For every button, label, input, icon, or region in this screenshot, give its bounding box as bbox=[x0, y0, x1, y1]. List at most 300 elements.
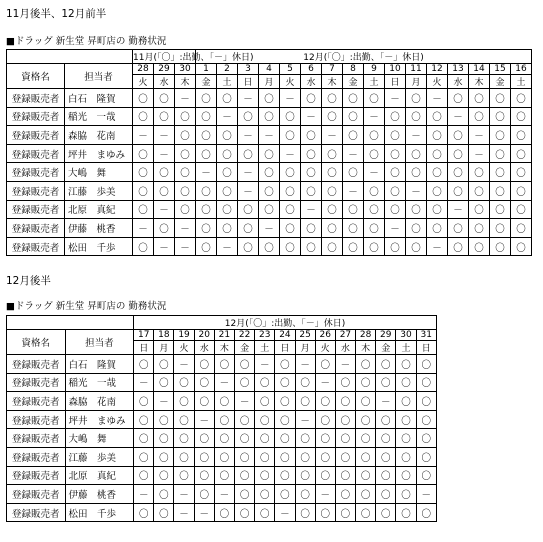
attendance-mark: 〇 bbox=[335, 392, 355, 411]
attendance-mark: 〇 bbox=[335, 447, 355, 466]
attendance-mark: 〇 bbox=[154, 410, 174, 429]
attendance-mark: 〇 bbox=[448, 126, 469, 145]
qualification-column-header: 資格名 bbox=[7, 64, 65, 89]
attendance-mark: 〇 bbox=[259, 181, 280, 200]
day-number: 29 bbox=[376, 330, 396, 341]
attendance-mark: 〇 bbox=[259, 144, 280, 163]
qualification-cell: 登録販売者 bbox=[7, 485, 66, 504]
attendance-mark: － bbox=[255, 355, 275, 374]
weekday-label: 金 bbox=[490, 75, 511, 89]
attendance-mark: － bbox=[280, 89, 301, 108]
attendance-mark: － bbox=[343, 181, 364, 200]
attendance-mark: － bbox=[315, 485, 335, 504]
attendance-mark: 〇 bbox=[214, 447, 234, 466]
weekday-label: 火 bbox=[174, 341, 194, 355]
attendance-mark: － bbox=[406, 126, 427, 145]
header-blank bbox=[7, 316, 134, 330]
attendance-mark: 〇 bbox=[234, 373, 254, 392]
schedule-table-2 bbox=[6, 315, 437, 522]
attendance-mark: 〇 bbox=[175, 200, 196, 219]
attendance-mark: 〇 bbox=[217, 181, 238, 200]
attendance-mark: 〇 bbox=[448, 89, 469, 108]
attendance-mark: 〇 bbox=[194, 355, 214, 374]
attendance-mark: 〇 bbox=[280, 107, 301, 126]
attendance-mark: 〇 bbox=[322, 144, 343, 163]
attendance-mark: 〇 bbox=[134, 447, 154, 466]
weekday-label: 土 bbox=[511, 75, 532, 89]
attendance-mark: 〇 bbox=[194, 447, 214, 466]
attendance-mark: 〇 bbox=[511, 107, 532, 126]
day-number: 19 bbox=[174, 330, 194, 341]
attendance-mark: 〇 bbox=[448, 163, 469, 182]
attendance-mark: － bbox=[238, 181, 259, 200]
attendance-mark: 〇 bbox=[490, 107, 511, 126]
qualification-cell: 登録販売者 bbox=[7, 410, 66, 429]
attendance-mark: 〇 bbox=[234, 466, 254, 485]
staff-name-cell: 坪井 まゆみ bbox=[65, 144, 133, 163]
attendance-mark: 〇 bbox=[255, 466, 275, 485]
weekday-label: 日 bbox=[238, 75, 259, 89]
weekday-label: 金 bbox=[343, 75, 364, 89]
day-number: 6 bbox=[301, 64, 322, 75]
attendance-mark: 〇 bbox=[134, 466, 154, 485]
staff-row bbox=[7, 144, 532, 163]
attendance-mark: 〇 bbox=[416, 466, 436, 485]
attendance-mark: 〇 bbox=[315, 392, 335, 411]
staff-row bbox=[7, 429, 437, 448]
attendance-mark: 〇 bbox=[301, 163, 322, 182]
attendance-mark: 〇 bbox=[376, 429, 396, 448]
day-number: 23 bbox=[255, 330, 275, 341]
attendance-mark: 〇 bbox=[343, 219, 364, 238]
staff-name-cell: 稲光 一哉 bbox=[65, 373, 134, 392]
attendance-mark: 〇 bbox=[490, 181, 511, 200]
attendance-mark: 〇 bbox=[385, 181, 406, 200]
qualification-cell: 登録販売者 bbox=[7, 144, 65, 163]
attendance-mark: 〇 bbox=[154, 485, 174, 504]
attendance-mark: － bbox=[364, 163, 385, 182]
attendance-mark: 〇 bbox=[343, 126, 364, 145]
attendance-mark: 〇 bbox=[427, 144, 448, 163]
attendance-mark: － bbox=[385, 219, 406, 238]
weekday-label: 土 bbox=[396, 341, 416, 355]
staff-name-cell: 大嶋 舞 bbox=[65, 429, 134, 448]
day-number: 1 bbox=[196, 64, 217, 75]
attendance-mark: 〇 bbox=[275, 447, 295, 466]
weekday-label: 日 bbox=[416, 341, 436, 355]
attendance-mark: 〇 bbox=[469, 200, 490, 219]
attendance-mark: 〇 bbox=[376, 503, 396, 522]
attendance-mark: 〇 bbox=[234, 410, 254, 429]
attendance-mark: 〇 bbox=[406, 144, 427, 163]
attendance-mark: 〇 bbox=[194, 392, 214, 411]
attendance-mark: 〇 bbox=[196, 219, 217, 238]
weekday-label: 月 bbox=[295, 341, 315, 355]
attendance-mark: 〇 bbox=[175, 144, 196, 163]
attendance-mark: 〇 bbox=[416, 355, 436, 374]
attendance-mark: － bbox=[174, 485, 194, 504]
attendance-mark: 〇 bbox=[385, 163, 406, 182]
attendance-mark: 〇 bbox=[315, 429, 335, 448]
attendance-mark: 〇 bbox=[214, 355, 234, 374]
attendance-mark: 〇 bbox=[356, 373, 376, 392]
attendance-mark: 〇 bbox=[301, 181, 322, 200]
weekday-label: 土 bbox=[217, 75, 238, 89]
attendance-mark: 〇 bbox=[280, 200, 301, 219]
attendance-mark: － bbox=[175, 237, 196, 256]
attendance-mark: 〇 bbox=[385, 200, 406, 219]
store-title-1: ■ドラッグ 新生堂 昇町店の 勤務状況 bbox=[6, 36, 167, 47]
weekday-label: 火 bbox=[280, 75, 301, 89]
attendance-mark: 〇 bbox=[238, 219, 259, 238]
staff-name-cell: 松田 千歩 bbox=[65, 237, 133, 256]
qualification-cell: 登録販売者 bbox=[7, 181, 65, 200]
day-number: 28 bbox=[133, 64, 154, 75]
staff-row bbox=[7, 466, 437, 485]
attendance-mark: 〇 bbox=[396, 447, 416, 466]
attendance-mark: 〇 bbox=[301, 126, 322, 145]
attendance-mark: 〇 bbox=[295, 485, 315, 504]
staff-name-cell: 北原 真紀 bbox=[65, 200, 133, 219]
weekday-label: 木 bbox=[175, 75, 196, 89]
weekday-label: 日 bbox=[275, 341, 295, 355]
attendance-mark: 〇 bbox=[322, 200, 343, 219]
attendance-mark: 〇 bbox=[376, 447, 396, 466]
attendance-mark: 〇 bbox=[134, 503, 154, 522]
day-number: 31 bbox=[416, 330, 436, 341]
attendance-mark: 〇 bbox=[275, 355, 295, 374]
attendance-mark: 〇 bbox=[133, 181, 154, 200]
attendance-mark: 〇 bbox=[335, 410, 355, 429]
weekday-label: 日 bbox=[134, 341, 154, 355]
attendance-mark: 〇 bbox=[238, 200, 259, 219]
attendance-mark: － bbox=[259, 219, 280, 238]
weekday-label: 金 bbox=[376, 341, 396, 355]
day-number: 7 bbox=[322, 64, 343, 75]
qualification-cell: 登録販売者 bbox=[7, 466, 66, 485]
attendance-mark: 〇 bbox=[154, 89, 175, 108]
attendance-mark: 〇 bbox=[356, 355, 376, 374]
attendance-mark: 〇 bbox=[255, 373, 275, 392]
staff-name-cell: 江藤 歩美 bbox=[65, 181, 133, 200]
day-number: 25 bbox=[295, 330, 315, 341]
attendance-mark: 〇 bbox=[174, 447, 194, 466]
attendance-mark: 〇 bbox=[490, 219, 511, 238]
day-number: 5 bbox=[280, 64, 301, 75]
attendance-mark: 〇 bbox=[335, 429, 355, 448]
attendance-mark: 〇 bbox=[175, 107, 196, 126]
attendance-mark: 〇 bbox=[154, 373, 174, 392]
attendance-mark: 〇 bbox=[364, 89, 385, 108]
attendance-mark: 〇 bbox=[133, 163, 154, 182]
weekday-label: 月 bbox=[406, 75, 427, 89]
staff-row bbox=[7, 200, 532, 219]
attendance-mark: 〇 bbox=[511, 89, 532, 108]
attendance-mark: 〇 bbox=[315, 410, 335, 429]
attendance-mark: 〇 bbox=[196, 107, 217, 126]
attendance-mark: 〇 bbox=[322, 107, 343, 126]
attendance-mark: 〇 bbox=[275, 373, 295, 392]
day-number: 22 bbox=[234, 330, 254, 341]
day-number: 20 bbox=[194, 330, 214, 341]
attendance-mark: 〇 bbox=[259, 163, 280, 182]
attendance-mark: 〇 bbox=[196, 237, 217, 256]
attendance-mark: 〇 bbox=[511, 144, 532, 163]
attendance-mark: － bbox=[194, 503, 214, 522]
attendance-mark: － bbox=[134, 373, 154, 392]
attendance-mark: 〇 bbox=[356, 466, 376, 485]
qualification-cell: 登録販売者 bbox=[7, 107, 65, 126]
day-number: 17 bbox=[134, 330, 154, 341]
attendance-mark: － bbox=[154, 144, 175, 163]
attendance-mark: 〇 bbox=[175, 126, 196, 145]
attendance-mark: 〇 bbox=[416, 373, 436, 392]
attendance-mark: 〇 bbox=[175, 181, 196, 200]
person-column-header: 担当者 bbox=[65, 330, 134, 355]
attendance-mark: 〇 bbox=[385, 126, 406, 145]
attendance-mark: 〇 bbox=[174, 373, 194, 392]
attendance-mark: 〇 bbox=[356, 392, 376, 411]
attendance-mark: 〇 bbox=[322, 181, 343, 200]
day-number: 24 bbox=[275, 330, 295, 341]
attendance-mark: 〇 bbox=[295, 429, 315, 448]
attendance-mark: － bbox=[315, 373, 335, 392]
attendance-mark: 〇 bbox=[490, 237, 511, 256]
attendance-mark: － bbox=[275, 503, 295, 522]
attendance-mark: 〇 bbox=[385, 144, 406, 163]
qualification-cell: 登録販売者 bbox=[7, 237, 65, 256]
attendance-mark: 〇 bbox=[427, 219, 448, 238]
attendance-mark: 〇 bbox=[301, 89, 322, 108]
header-blank bbox=[7, 50, 133, 64]
attendance-mark: 〇 bbox=[133, 200, 154, 219]
attendance-mark: 〇 bbox=[396, 429, 416, 448]
schedule-table-1 bbox=[6, 49, 532, 256]
attendance-mark: 〇 bbox=[416, 447, 436, 466]
staff-name-cell: 伊藤 桃香 bbox=[65, 219, 133, 238]
attendance-mark: － bbox=[448, 107, 469, 126]
attendance-mark: 〇 bbox=[280, 181, 301, 200]
attendance-mark: 〇 bbox=[214, 503, 234, 522]
attendance-mark: 〇 bbox=[217, 144, 238, 163]
qualification-cell: 登録販売者 bbox=[7, 89, 65, 108]
weekday-label: 水 bbox=[154, 75, 175, 89]
attendance-mark: 〇 bbox=[196, 144, 217, 163]
weekday-label: 水 bbox=[335, 341, 355, 355]
qualification-cell: 登録販売者 bbox=[7, 503, 66, 522]
attendance-mark: 〇 bbox=[396, 355, 416, 374]
attendance-mark: 〇 bbox=[490, 200, 511, 219]
attendance-mark: 〇 bbox=[217, 200, 238, 219]
attendance-mark: － bbox=[234, 392, 254, 411]
attendance-mark: 〇 bbox=[376, 485, 396, 504]
attendance-mark: 〇 bbox=[280, 237, 301, 256]
attendance-mark: － bbox=[154, 126, 175, 145]
day-number: 30 bbox=[175, 64, 196, 75]
attendance-mark: 〇 bbox=[275, 392, 295, 411]
attendance-mark: － bbox=[335, 355, 355, 374]
attendance-mark: － bbox=[301, 107, 322, 126]
attendance-mark: 〇 bbox=[416, 410, 436, 429]
attendance-mark: 〇 bbox=[217, 219, 238, 238]
staff-row bbox=[7, 410, 437, 429]
attendance-mark: － bbox=[194, 410, 214, 429]
staff-name-cell: 白石 隆賀 bbox=[65, 355, 134, 374]
attendance-mark: 〇 bbox=[511, 163, 532, 182]
attendance-mark: 〇 bbox=[217, 126, 238, 145]
attendance-mark: 〇 bbox=[196, 89, 217, 108]
attendance-mark: － bbox=[196, 163, 217, 182]
attendance-mark: 〇 bbox=[406, 200, 427, 219]
attendance-mark: － bbox=[238, 163, 259, 182]
attendance-mark: － bbox=[427, 89, 448, 108]
attendance-mark: 〇 bbox=[259, 107, 280, 126]
attendance-mark: － bbox=[427, 237, 448, 256]
period-heading-1: 11月後半、12月前半 bbox=[6, 8, 107, 20]
attendance-mark: － bbox=[217, 107, 238, 126]
attendance-mark: 〇 bbox=[315, 447, 335, 466]
attendance-mark: 〇 bbox=[217, 89, 238, 108]
qualification-cell: 登録販売者 bbox=[7, 200, 65, 219]
attendance-mark: － bbox=[174, 503, 194, 522]
attendance-mark: 〇 bbox=[396, 392, 416, 411]
period-heading-2: 12月後半 bbox=[6, 275, 51, 287]
attendance-mark: － bbox=[174, 355, 194, 374]
weekday-label: 土 bbox=[255, 341, 275, 355]
day-number: 12 bbox=[427, 64, 448, 75]
attendance-mark: 〇 bbox=[133, 144, 154, 163]
attendance-mark: 〇 bbox=[490, 163, 511, 182]
day-number: 18 bbox=[154, 330, 174, 341]
day-number: 10 bbox=[385, 64, 406, 75]
weekday-label: 水 bbox=[194, 341, 214, 355]
attendance-mark: － bbox=[322, 126, 343, 145]
attendance-mark: － bbox=[295, 410, 315, 429]
attendance-mark: 〇 bbox=[154, 447, 174, 466]
attendance-mark: 〇 bbox=[259, 200, 280, 219]
attendance-mark: 〇 bbox=[280, 126, 301, 145]
staff-name-cell: 松田 千歩 bbox=[65, 503, 134, 522]
attendance-mark: 〇 bbox=[427, 107, 448, 126]
attendance-mark: － bbox=[238, 89, 259, 108]
staff-name-cell: 江藤 歩美 bbox=[65, 447, 134, 466]
staff-name-cell: 稲光 一哉 bbox=[65, 107, 133, 126]
attendance-mark: 〇 bbox=[396, 410, 416, 429]
day-number: 8 bbox=[343, 64, 364, 75]
attendance-mark: － bbox=[154, 237, 175, 256]
weekday-label: 木 bbox=[322, 75, 343, 89]
attendance-mark: 〇 bbox=[511, 181, 532, 200]
attendance-mark: 〇 bbox=[154, 163, 175, 182]
attendance-mark: 〇 bbox=[154, 355, 174, 374]
qualification-cell: 登録販売者 bbox=[7, 429, 66, 448]
attendance-mark: 〇 bbox=[238, 237, 259, 256]
day-number: 26 bbox=[315, 330, 335, 341]
attendance-mark: 〇 bbox=[416, 392, 436, 411]
attendance-mark: 〇 bbox=[234, 503, 254, 522]
day-number: 2 bbox=[217, 64, 238, 75]
december-legend-header: 12月(「〇」:出勤、「－」休日) bbox=[196, 50, 532, 64]
day-number: 11 bbox=[406, 64, 427, 75]
qualification-cell: 登録販売者 bbox=[7, 373, 66, 392]
attendance-mark: 〇 bbox=[396, 466, 416, 485]
attendance-mark: 〇 bbox=[490, 144, 511, 163]
weekday-label: 土 bbox=[364, 75, 385, 89]
weekday-label: 水 bbox=[301, 75, 322, 89]
weekday-label: 月 bbox=[154, 341, 174, 355]
staff-row bbox=[7, 237, 532, 256]
qualification-column-header: 資格名 bbox=[7, 330, 66, 355]
attendance-mark: 〇 bbox=[469, 181, 490, 200]
weekday-label: 金 bbox=[234, 341, 254, 355]
attendance-mark: 〇 bbox=[214, 410, 234, 429]
staff-row bbox=[7, 447, 437, 466]
staff-name-cell: 大嶋 舞 bbox=[65, 163, 133, 182]
attendance-mark: － bbox=[280, 144, 301, 163]
attendance-mark: － bbox=[448, 200, 469, 219]
attendance-mark: － bbox=[134, 485, 154, 504]
attendance-mark: 〇 bbox=[134, 429, 154, 448]
attendance-mark: 〇 bbox=[335, 503, 355, 522]
attendance-mark: 〇 bbox=[234, 429, 254, 448]
attendance-mark: 〇 bbox=[396, 485, 416, 504]
attendance-mark: 〇 bbox=[469, 237, 490, 256]
attendance-mark: － bbox=[214, 373, 234, 392]
staff-row bbox=[7, 163, 532, 182]
attendance-mark: 〇 bbox=[275, 429, 295, 448]
store-title-2: ■ドラッグ 新生堂 昇町店の 勤務状況 bbox=[6, 301, 167, 312]
attendance-mark: 〇 bbox=[364, 200, 385, 219]
attendance-mark: 〇 bbox=[364, 181, 385, 200]
attendance-mark: 〇 bbox=[280, 163, 301, 182]
attendance-mark: 〇 bbox=[343, 200, 364, 219]
qualification-cell: 登録販売者 bbox=[7, 163, 65, 182]
attendance-mark: 〇 bbox=[315, 466, 335, 485]
attendance-mark: 〇 bbox=[174, 410, 194, 429]
attendance-mark: 〇 bbox=[448, 219, 469, 238]
attendance-mark: 〇 bbox=[234, 485, 254, 504]
attendance-mark: 〇 bbox=[427, 200, 448, 219]
attendance-mark: 〇 bbox=[154, 181, 175, 200]
attendance-mark: 〇 bbox=[255, 410, 275, 429]
attendance-mark: 〇 bbox=[356, 410, 376, 429]
attendance-mark: 〇 bbox=[301, 144, 322, 163]
attendance-mark: 〇 bbox=[255, 503, 275, 522]
attendance-mark: 〇 bbox=[238, 107, 259, 126]
attendance-mark: － bbox=[469, 126, 490, 145]
attendance-mark: 〇 bbox=[448, 144, 469, 163]
attendance-mark: 〇 bbox=[134, 410, 154, 429]
attendance-mark: 〇 bbox=[196, 181, 217, 200]
attendance-mark: 〇 bbox=[364, 237, 385, 256]
attendance-mark: 〇 bbox=[490, 89, 511, 108]
attendance-mark: 〇 bbox=[255, 429, 275, 448]
day-number: 21 bbox=[214, 330, 234, 341]
attendance-mark: － bbox=[343, 144, 364, 163]
weekday-label: 木 bbox=[356, 341, 376, 355]
attendance-mark: 〇 bbox=[295, 503, 315, 522]
attendance-mark: 〇 bbox=[511, 219, 532, 238]
attendance-mark: 〇 bbox=[511, 126, 532, 145]
attendance-mark: 〇 bbox=[469, 219, 490, 238]
attendance-mark: 〇 bbox=[238, 144, 259, 163]
weekday-label: 火 bbox=[315, 341, 335, 355]
attendance-mark: 〇 bbox=[315, 355, 335, 374]
attendance-mark: － bbox=[214, 485, 234, 504]
attendance-mark: 〇 bbox=[196, 200, 217, 219]
attendance-mark: 〇 bbox=[343, 163, 364, 182]
attendance-mark: － bbox=[406, 181, 427, 200]
